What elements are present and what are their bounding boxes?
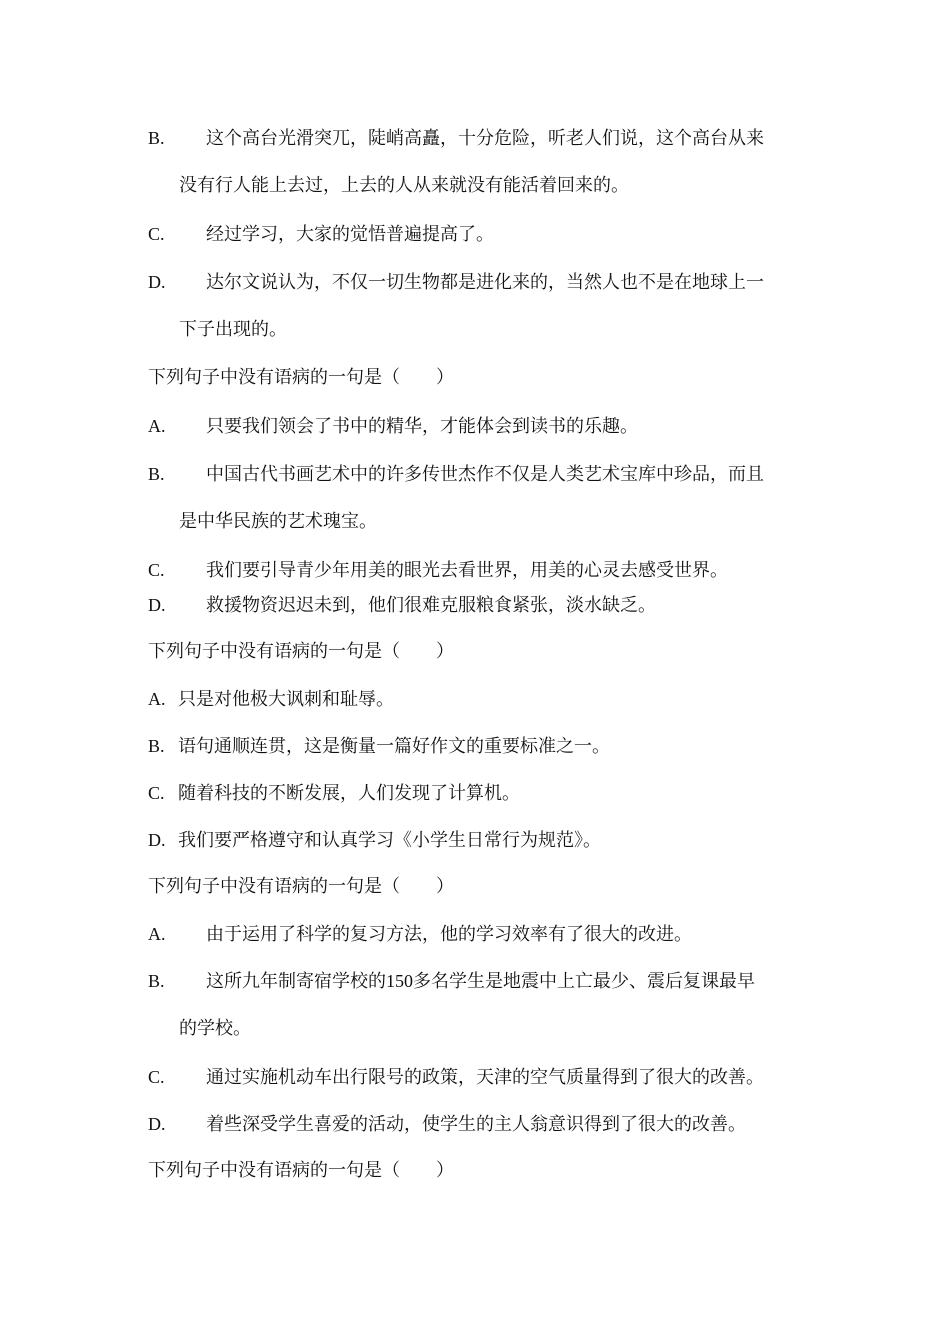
question-stem: 下列句子中没有语病的一句是（ ） xyxy=(148,876,454,897)
option-text: 中国古代书画艺术中的许多传世杰作不仅是人类艺术宝库中珍品，而且 xyxy=(206,464,764,485)
option-text-pre: 这所九年制寄宿学校的 xyxy=(206,971,386,992)
q1-option-c xyxy=(148,558,808,583)
q1-option-d xyxy=(148,593,808,618)
q3-option-a xyxy=(148,922,808,947)
q3-option-b-line1 xyxy=(148,969,808,994)
option-b-line1 xyxy=(148,126,808,151)
q1-option-b-line1 xyxy=(148,462,808,487)
option-letter: D. xyxy=(148,595,166,615)
q1-option-a xyxy=(148,414,808,439)
option-letter: A. xyxy=(148,924,166,944)
option-b-line2: 没有行人能上去过，上去的人从来就没有能活着回来的。 xyxy=(179,175,629,196)
option-text: 经过学习，大家的觉悟普遍提高了。 xyxy=(206,224,494,245)
question-stem: 下列句子中没有语病的一句是（ ） xyxy=(148,1160,454,1181)
question-stem: 下列句子中没有语病的一句是（ ） xyxy=(148,641,454,662)
q2-option-b xyxy=(148,734,808,759)
option-text: 只要我们领会了书中的精华，才能体会到读书的乐趣。 xyxy=(206,416,638,437)
q3-option-b-line2: 的学校。 xyxy=(179,1018,251,1039)
option-letter: B. xyxy=(148,971,165,991)
option-text: 着些深受学生喜爱的活动，使学生的主人翁意识得到了很大的改善。 xyxy=(206,1114,746,1135)
option-letter: D. xyxy=(148,272,166,292)
option-text: 达尔文说认为，不仅一切生物都是进化来的，当然人也不是在地球上一 xyxy=(206,272,764,293)
option-letter: C. xyxy=(148,783,165,803)
option-letter: D. xyxy=(148,830,166,850)
option-text: 由于运用了科学的复习方法，他的学习效率有了很大的改进。 xyxy=(206,924,692,945)
option-text: 我们要严格遵守和认真学习《小学生日常行为规范》。 xyxy=(178,830,601,851)
option-letter: C. xyxy=(148,1067,165,1087)
option-text: 随着科技的不断发展，人们发现了计算机。 xyxy=(178,783,520,804)
q1-option-b-line2: 是中华民族的艺术瑰宝。 xyxy=(179,511,377,532)
option-letter: A. xyxy=(148,689,166,709)
option-letter: A. xyxy=(148,416,166,436)
option-letter: B. xyxy=(148,128,165,148)
option-text: 我们要引导青少年用美的眼光去看世界，用美的心灵去感受世界。 xyxy=(206,560,728,581)
option-d-line2: 下子出现的。 xyxy=(179,319,287,340)
option-text: 语句通顺连贯，这是衡量一篇好作文的重要标准之一。 xyxy=(178,736,610,757)
option-text: 救援物资迟迟未到，他们很难克服粮食紧张，淡水缺乏。 xyxy=(206,595,656,616)
q2-option-c xyxy=(148,781,808,806)
q2-option-d xyxy=(148,828,808,853)
option-text: 这个高台光滑突兀，陡峭高矗，十分危险，听老人们说，这个高台从来 xyxy=(206,128,764,149)
option-letter: D. xyxy=(148,1114,166,1134)
q3-option-d xyxy=(148,1112,808,1137)
option-letter: B. xyxy=(148,736,165,756)
option-text-post: 多名学生是地震中上亡最少、震后复课最早 xyxy=(413,971,755,992)
option-letter: C. xyxy=(148,560,165,580)
option-d-line1 xyxy=(148,270,808,295)
option-text: 通过实施机动车出行限号的政策，天津的空气质量得到了很大的改善。 xyxy=(206,1067,764,1088)
option-letter: C. xyxy=(148,224,165,244)
question-stem: 下列句子中没有语病的一句是（ ） xyxy=(148,367,454,388)
q3-option-c xyxy=(148,1065,808,1090)
option-letter: B. xyxy=(148,464,165,484)
option-c xyxy=(148,222,808,247)
option-number: 150 xyxy=(386,971,413,991)
option-text: 只是对他极大讽刺和耻辱。 xyxy=(178,689,394,710)
q2-option-a xyxy=(148,687,808,712)
